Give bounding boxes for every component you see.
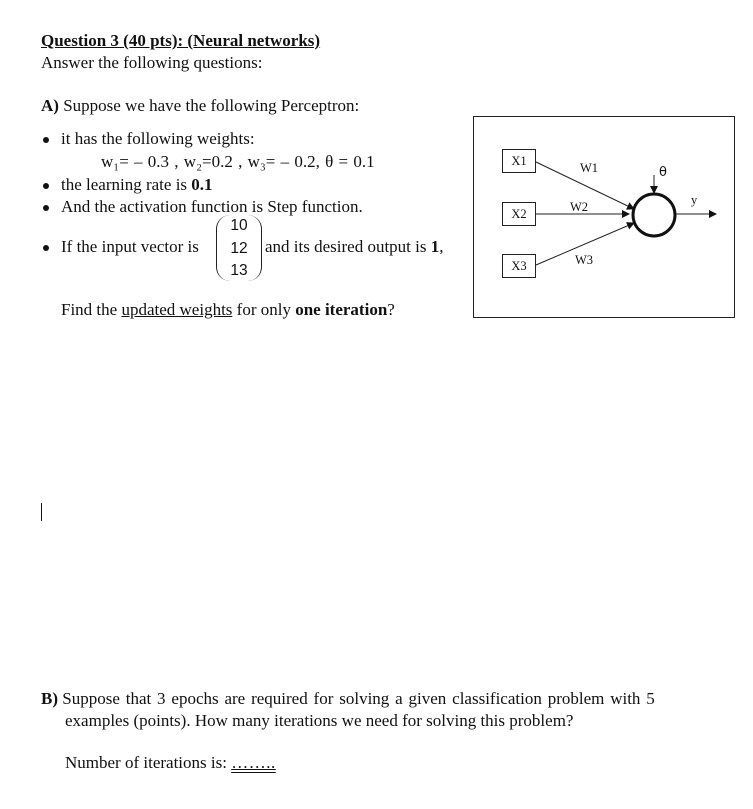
part-a-text: Suppose we have the following Perceptron: [63, 96, 360, 115]
find-suffix: ? [387, 300, 395, 319]
part-a-label: A) [41, 96, 59, 115]
output-label-y: y [691, 193, 698, 207]
input-vector [216, 215, 262, 281]
part-a-intro [41, 96, 359, 116]
weights-label: it has the following weights: [61, 129, 255, 148]
find-middle: for only [232, 300, 296, 319]
find-question [61, 300, 395, 320]
theta-label: θ [659, 165, 667, 180]
weight-label-w1: W1 [580, 161, 599, 175]
desired-output-value: 1 [430, 237, 440, 256]
input-node-x2: X2 [502, 202, 536, 226]
weight-w2: w₂=0.2 , [183, 152, 243, 171]
learning-rate [61, 175, 213, 195]
weight-label-w3: W3 [575, 253, 594, 267]
weight-w1: w₁= – 0.3 , [101, 152, 179, 171]
input-vector-label: If the input vector is [61, 237, 199, 256]
answer-blank[interactable]: …….. [231, 753, 276, 772]
part-b-line2: examples (points). How many iterations we need for solving this problem? [65, 711, 574, 730]
neuron-node [633, 194, 675, 236]
answer-line [65, 753, 276, 773]
input-node-x1: X1 [502, 149, 536, 173]
bullet-icon [43, 137, 49, 143]
updated-weights-text: updated weights [121, 300, 233, 319]
threshold-theta: θ = 0.1 [325, 152, 375, 171]
part-b-text-1: Suppose that 3 epochs are required for solving a given classification problem with 5 [62, 689, 655, 708]
part-b-line1 [41, 689, 655, 709]
desired-output-comma: , [439, 237, 444, 256]
input-x3: 13 [230, 262, 248, 279]
learning-rate-label: the learning rate is [61, 175, 192, 194]
learning-rate-value: 0.1 [191, 175, 213, 194]
desired-output [265, 237, 443, 257]
input-x1: 10 [230, 217, 248, 234]
part-b-label: B) [41, 689, 58, 708]
question-title: Question 3 (40 pts): (Neural networks) [41, 31, 321, 50]
perceptron-diagram [473, 116, 735, 318]
weights-line [101, 152, 375, 172]
answer-label: Number of iterations is: [65, 753, 232, 772]
weight-label-w2: W2 [570, 200, 589, 214]
desired-output-label: and its desired output is [265, 237, 431, 256]
bullet-icon [43, 205, 49, 211]
activation-text: And the activation function is Step function. [61, 197, 363, 216]
text-cursor [41, 503, 42, 521]
input-x2: 12 [230, 239, 248, 257]
input-node-x3: X3 [502, 254, 536, 278]
instructions: Answer the following questions: [41, 53, 263, 72]
weight-w3: w₃= – 0.2, [247, 152, 320, 171]
bullet-icon [43, 183, 49, 189]
bullet-icon [43, 245, 49, 251]
one-iteration-text: one iteration [295, 300, 388, 319]
find-prefix: Find the [61, 300, 122, 319]
